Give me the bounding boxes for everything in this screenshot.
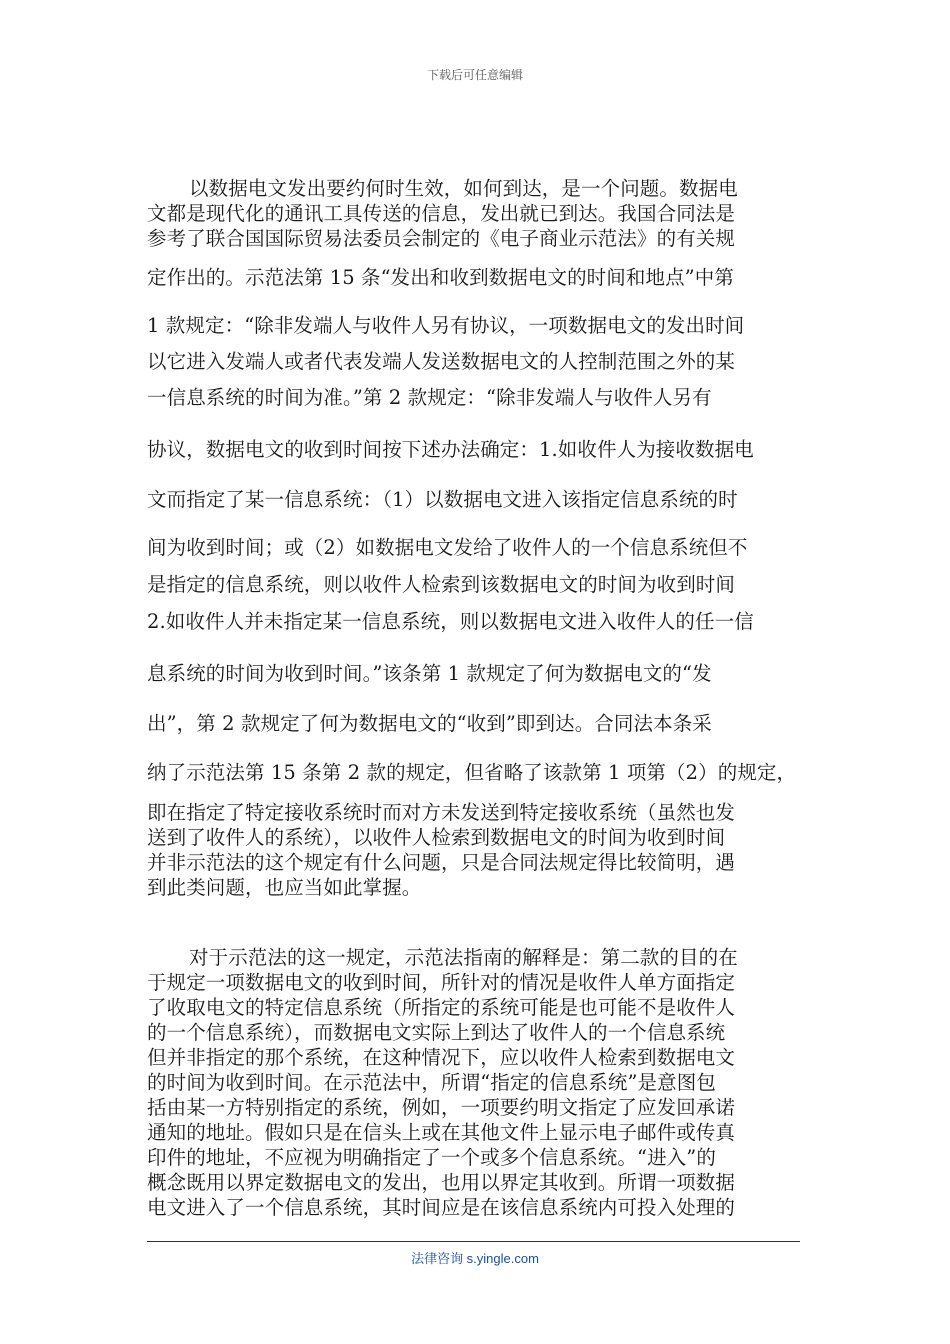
text-line: 但并非指定的那个系统，在这种情况下，应以收件人检索到数据电文 [147, 1046, 736, 1069]
text-line: 以数据电文发出要约何时生效，如何到达，是一个问题。数据电 [189, 177, 738, 200]
footer-link[interactable]: 法律咨询 s.yingle.com [411, 1251, 539, 1266]
text-line: 一信息系统的时间为准。”第 2 款规定：“除非发端人与收件人另有 [147, 386, 712, 409]
text-line: 定作出的。示范法第 15 条“发出和收到数据电文的时间和地点”中第 [147, 266, 734, 289]
text-line: 了收取电文的特定信息系统（所指定的系统可能是也可能不是收件人 [147, 996, 736, 1019]
text-line: 1 款规定：“除非发端人与收件人另有协议，一项数据电文的发出时间 [147, 314, 745, 337]
text-line: 出”，第 2 款规定了何为数据电文的“收到”即到达。合同法本条采 [147, 712, 712, 735]
text-line: 送到了收件人的系统），以收件人检索到数据电文的时间为收到时间 [147, 826, 726, 849]
text-line: 于规定一项数据电文的收到时间，所针对的情况是收件人单方面指定 [147, 971, 736, 994]
text-line: 间为收到时间；或（2）如数据电文发给了收件人的一个信息系统但不 [147, 536, 748, 559]
page-header: 下载后可任意编辑 [426, 68, 523, 82]
text-line: 到此类问题，也应当如此掌握。 [147, 876, 422, 899]
text-line: 文都是现代化的通讯工具传送的信息，发出就已到达。我国合同法是 [147, 202, 736, 225]
text-line: 即在指定了特定接收系统时而对方未发送到特定接收系统（虽然也发 [147, 801, 736, 824]
text-line: 以它进入发端人或者代表发端人发送数据电文的人控制范围之外的某 [147, 350, 736, 373]
text-line: 协议，数据电文的收到时间按下述办法确定：1.如收件人为接收数据电 [147, 438, 754, 461]
text-line: 的一个信息系统），而数据电文实际上到达了收件人的一个信息系统 [147, 1021, 726, 1044]
footer-divider [147, 1241, 800, 1242]
text-line: 2.如收件人并未指定某一信息系统，则以数据电文进入收件人的任一信 [147, 610, 754, 633]
text-line: 的时间为收到时间。在示范法中，所谓“指定的信息系统”是意图包 [147, 1071, 716, 1094]
text-line: 通知的地址。假如只是在信头上或在其他文件上显示电子邮件或传真 [147, 1121, 736, 1144]
text-line: 印件的地址，不应视为明确指定了一个或多个信息系统。“进入”的 [147, 1146, 716, 1169]
text-line: 括由某一方特别指定的系统，例如，一项要约明文指定了应发回承诺 [147, 1096, 736, 1119]
text-line: 息系统的时间为收到时间。”该条第 1 款规定了何为数据电文的“发 [147, 662, 712, 685]
text-line: 纳了示范法第 15 条第 2 款的规定，但省略了该款第 1 项第（2）的规定， [147, 761, 797, 784]
text-line: 概念既用以界定数据电文的发出，也用以界定其收到。所谓一项数据 [147, 1171, 736, 1194]
text-line: 电文进入了一个信息系统，其时间应是在该信息系统内可投入处理的 [147, 1196, 736, 1219]
text-line: 参考了联合国国际贸易法委员会制定的《电子商业示范法》的有关规 [147, 227, 736, 250]
text-line: 对于示范法的这一规定，示范法指南的解释是：第二款的目的在 [189, 946, 738, 969]
text-line: 文而指定了某一信息系统：（1）以数据电文进入该指定信息系统的时 [147, 488, 738, 511]
text-line: 是指定的信息系统，则以收件人检索到该数据电文的时间为收到时间 [147, 573, 736, 596]
text-line: 并非示范法的这个规定有什么问题，只是合同法规定得比较简明，遇 [147, 851, 736, 874]
